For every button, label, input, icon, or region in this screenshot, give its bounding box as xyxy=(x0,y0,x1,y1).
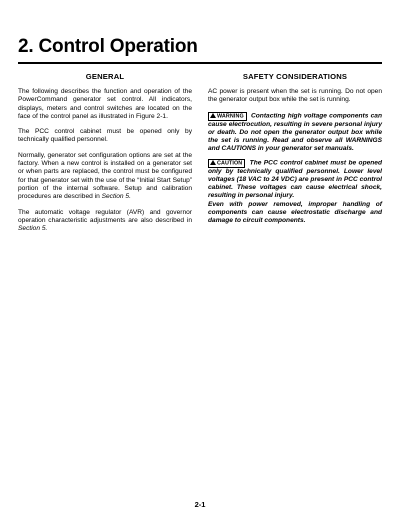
section-5-reference: Section 5. xyxy=(101,193,131,201)
general-paragraph-3-text: Normally, generator set configuration options are set at the factory. When a new control is installed on a generator set or when parts are replaced, the control must be configured for that generator set with the use of the “Initial Start Setup” portion of the internal software. Setup and calibration procedures are described in xyxy=(18,151,192,201)
general-paragraph-2: The PCC control cabinet must be opened only by technically qualified personnel. xyxy=(18,128,192,144)
caution-block xyxy=(208,159,382,226)
general-paragraph-3 xyxy=(18,152,192,202)
general-paragraph-1: The following describes the function and operation of the PowerCommand generator set control. All indicators, displays, meters and control switches are located on the face of the control panel as illustrated in Figure 2-1. xyxy=(18,88,192,120)
warning-text: Contacting high voltage components can cause electrocution, resulting in severe personal injury or death. Do not open the generator output box while the set is running. Read and observe all WARNINGS and CAUTIONS in your generator set manuals. xyxy=(208,112,382,153)
general-paragraph-4-text: The automatic voltage regulator (AVR) and governor operation characteristic adjustments are also described in xyxy=(18,208,192,224)
safety-section xyxy=(208,72,382,226)
title-rule xyxy=(18,62,382,64)
general-heading: GENERAL xyxy=(85,72,125,81)
caution-text-1: The PCC control cabinet must be opened only by technically qualified personnel. Lower level voltages (18 VAC to 24 VDC) are present in PCC control cabinet. These voltages can cause electrical shock, resulting in personal injury. xyxy=(208,159,382,200)
warning-block xyxy=(208,112,382,154)
page-number: 2-1 xyxy=(194,500,206,509)
caution-paragraph-2: Even with power removed, improper handling of components can cause electrostatic discharge and damage to circuit components. xyxy=(208,200,382,225)
general-section xyxy=(18,72,192,240)
caution-badge xyxy=(208,159,245,168)
page-title: 2. Control Operation xyxy=(18,36,198,57)
safety-heading: SAFETY CONSIDERATIONS xyxy=(242,72,348,81)
caution-triangle-icon xyxy=(210,160,216,165)
warning-paragraph xyxy=(208,112,382,154)
section-5-reference: Section 5. xyxy=(18,225,48,233)
caution-paragraph xyxy=(208,159,382,201)
general-paragraph-4 xyxy=(18,209,192,234)
warning-label: WARNING xyxy=(217,113,244,120)
caution-label: CAUTION xyxy=(217,160,243,167)
safety-paragraph-1: AC power is present when the set is running. Do not open the generator output box while the set is running. xyxy=(208,88,382,104)
warning-triangle-icon xyxy=(210,113,216,118)
warning-badge xyxy=(208,112,247,121)
